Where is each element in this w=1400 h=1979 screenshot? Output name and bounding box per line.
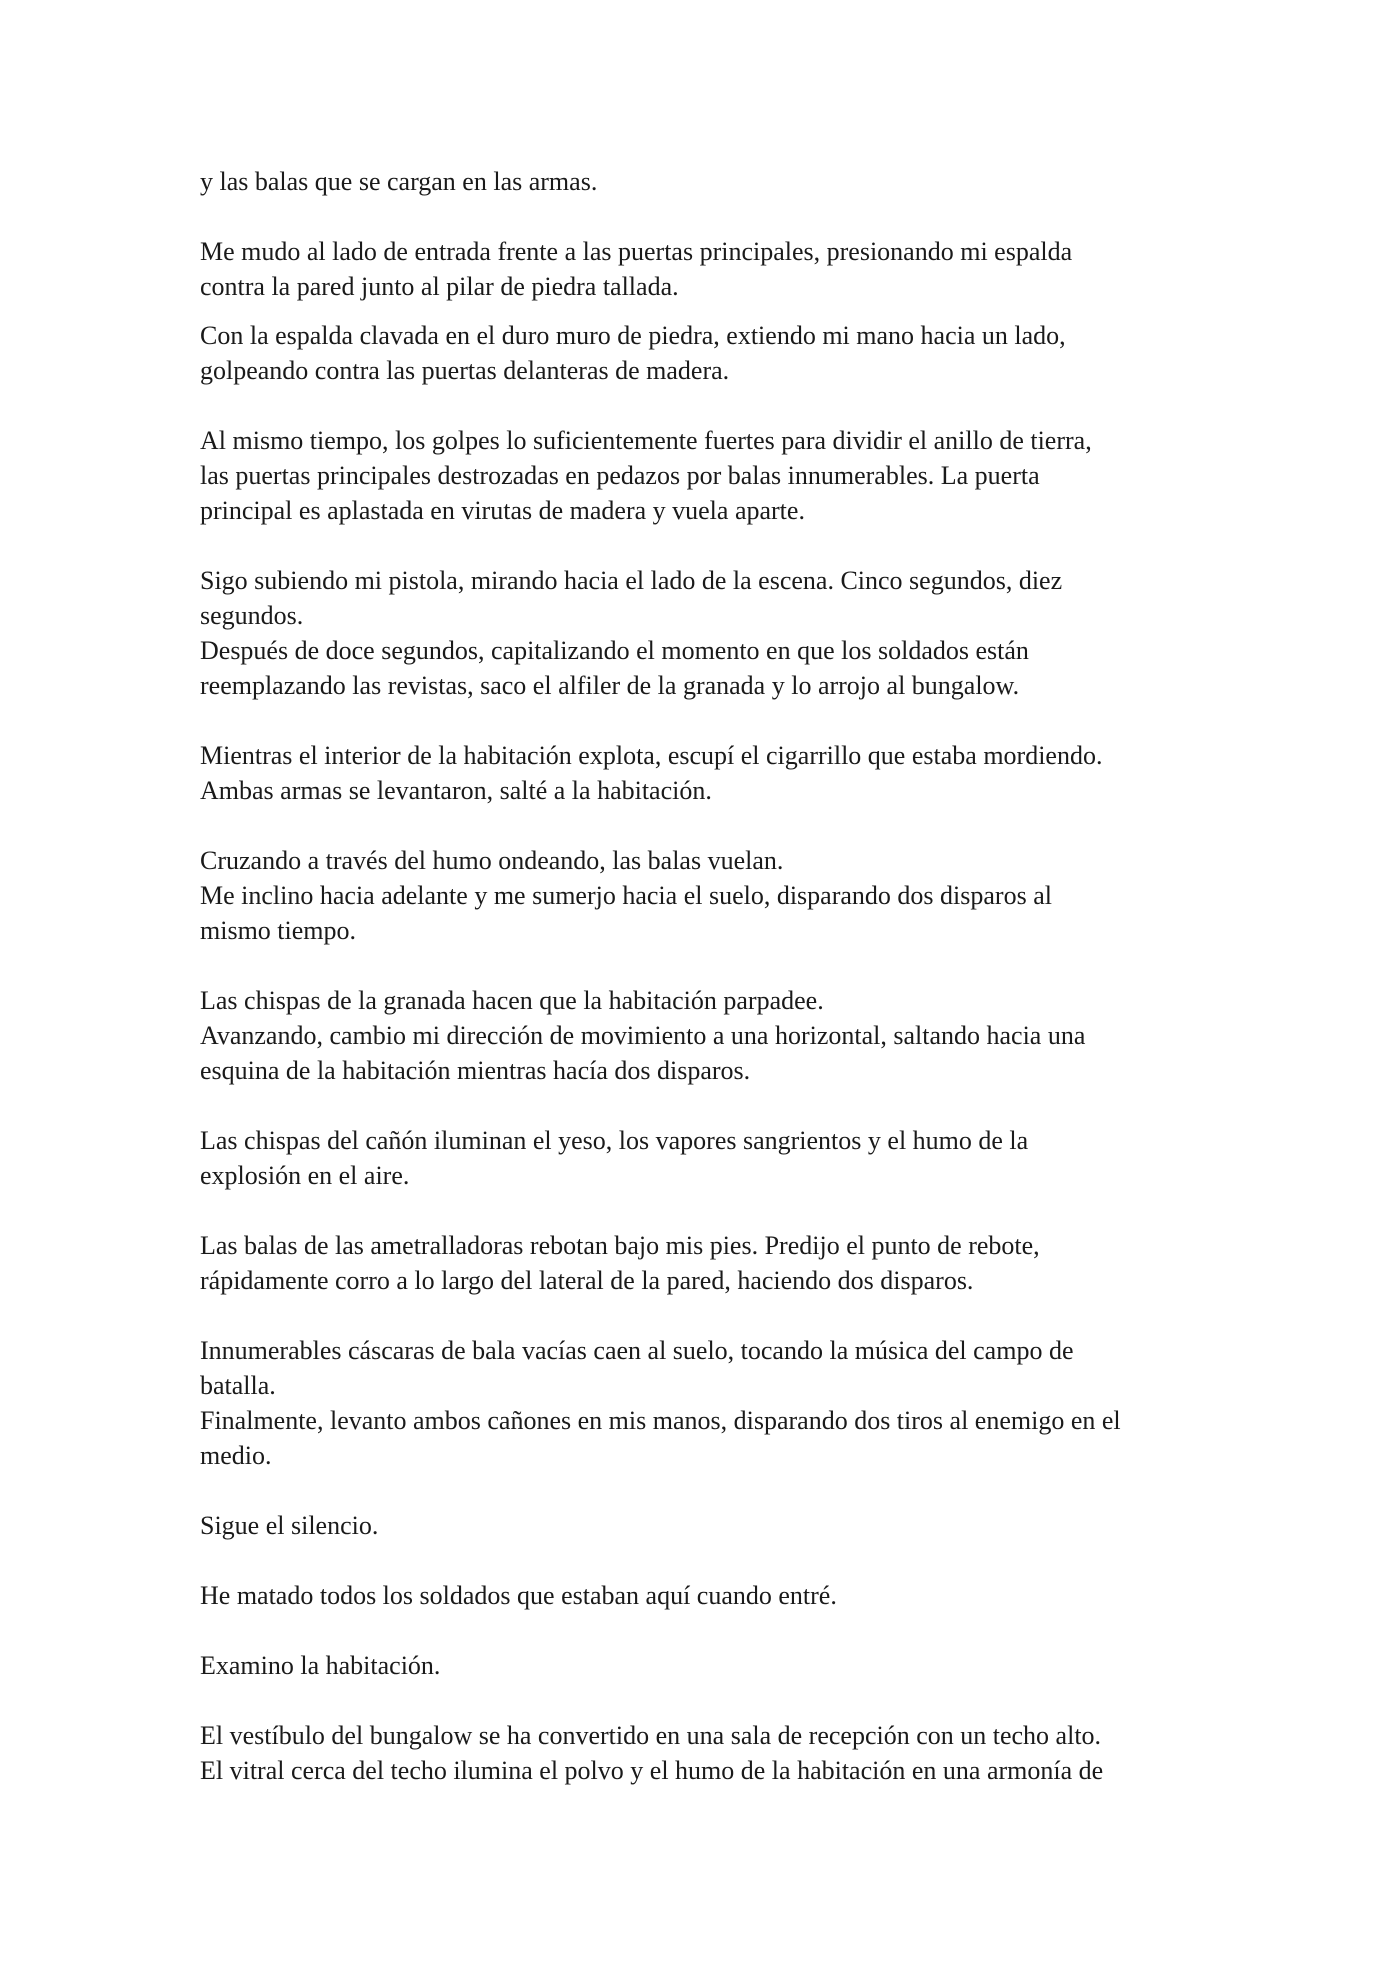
text-line: y las balas que se cargan en las armas.	[200, 167, 598, 196]
text-line: segundos.	[200, 601, 304, 630]
text-line: las puertas principales destrozadas en pedazos por balas innumerables. La puerta	[200, 461, 1040, 490]
text-line: Me mudo al lado de entrada frente a las puertas principales, presionando mi espalda	[200, 237, 1073, 266]
paragraph	[200, 1648, 1210, 1683]
paragraph	[200, 234, 1210, 304]
text-line: batalla.	[200, 1371, 276, 1400]
text-line: Las balas de las ametralladoras rebotan bajo mis pies. Predijo el punto de rebote,	[200, 1231, 1040, 1260]
paragraph	[200, 1578, 1210, 1613]
text-line: mismo tiempo.	[200, 916, 356, 945]
paragraph	[200, 983, 1210, 1088]
paragraph	[200, 318, 1210, 388]
paragraph	[200, 843, 1210, 948]
paragraph	[200, 164, 1210, 199]
text-line: golpeando contra las puertas delanteras de madera.	[200, 356, 730, 385]
paragraph	[200, 423, 1210, 528]
text-line: Avanzando, cambio mi dirección de movimiento a una horizontal, saltando hacia una	[200, 1021, 1086, 1050]
paragraph	[200, 1228, 1210, 1298]
text-line: Al mismo tiempo, los golpes lo suficientemente fuertes para dividir el anillo de tierra,	[200, 426, 1092, 455]
text-line: Innumerables cáscaras de bala vacías caen al suelo, tocando la música del campo de	[200, 1336, 1074, 1365]
paragraph	[200, 1508, 1210, 1543]
text-line: El vitral cerca del techo ilumina el polvo y el humo de la habitación en una armonía de	[200, 1756, 1104, 1785]
text-line: principal es aplastada en virutas de madera y vuela aparte.	[200, 496, 805, 525]
text-line: reemplazando las revistas, saco el alfiler de la granada y lo arrojo al bungalow.	[200, 671, 1020, 700]
text-line: Mientras el interior de la habitación explota, escupí el cigarrillo que estaba mordiendo.	[200, 741, 1103, 770]
text-line: esquina de la habitación mientras hacía dos disparos.	[200, 1056, 751, 1085]
text-line: Me inclino hacia adelante y me sumerjo hacia el suelo, disparando dos disparos al	[200, 881, 1052, 910]
text-line: He matado todos los soldados que estaban aquí cuando entré.	[200, 1581, 837, 1610]
text-line: Con la espalda clavada en el duro muro de piedra, extiendo mi mano hacia un lado,	[200, 321, 1066, 350]
text-line: Sigo subiendo mi pistola, mirando hacia el lado de la escena. Cinco segundos, diez	[200, 566, 1063, 595]
paragraph	[200, 563, 1210, 703]
paragraph	[200, 738, 1210, 808]
text-line: Las chispas de la granada hacen que la habitación parpadee.	[200, 986, 824, 1015]
body-text	[200, 164, 1210, 1788]
paragraph	[200, 1718, 1210, 1788]
paragraph	[200, 1123, 1210, 1193]
text-line: Sigue el silencio.	[200, 1511, 379, 1540]
paragraph	[200, 1333, 1210, 1473]
text-line: El vestíbulo del bungalow se ha convertido en una sala de recepción con un techo alto.	[200, 1721, 1102, 1750]
text-line: Cruzando a través del humo ondeando, las balas vuelan.	[200, 846, 784, 875]
text-line: Finalmente, levanto ambos cañones en mis manos, disparando dos tiros al enemigo en el	[200, 1406, 1121, 1435]
text-line: Ambas armas se levantaron, salté a la habitación.	[200, 776, 712, 805]
text-line: medio.	[200, 1441, 272, 1470]
text-line: Examino la habitación.	[200, 1651, 441, 1680]
text-line: contra la pared junto al pilar de piedra tallada.	[200, 272, 679, 301]
text-line: Después de doce segundos, capitalizando el momento en que los soldados están	[200, 636, 1029, 665]
text-line: rápidamente corro a lo largo del lateral de la pared, haciendo dos disparos.	[200, 1266, 974, 1295]
text-line: explosión en el aire.	[200, 1161, 410, 1190]
text-line: Las chispas del cañón iluminan el yeso, los vapores sangrientos y el humo de la	[200, 1126, 1029, 1155]
